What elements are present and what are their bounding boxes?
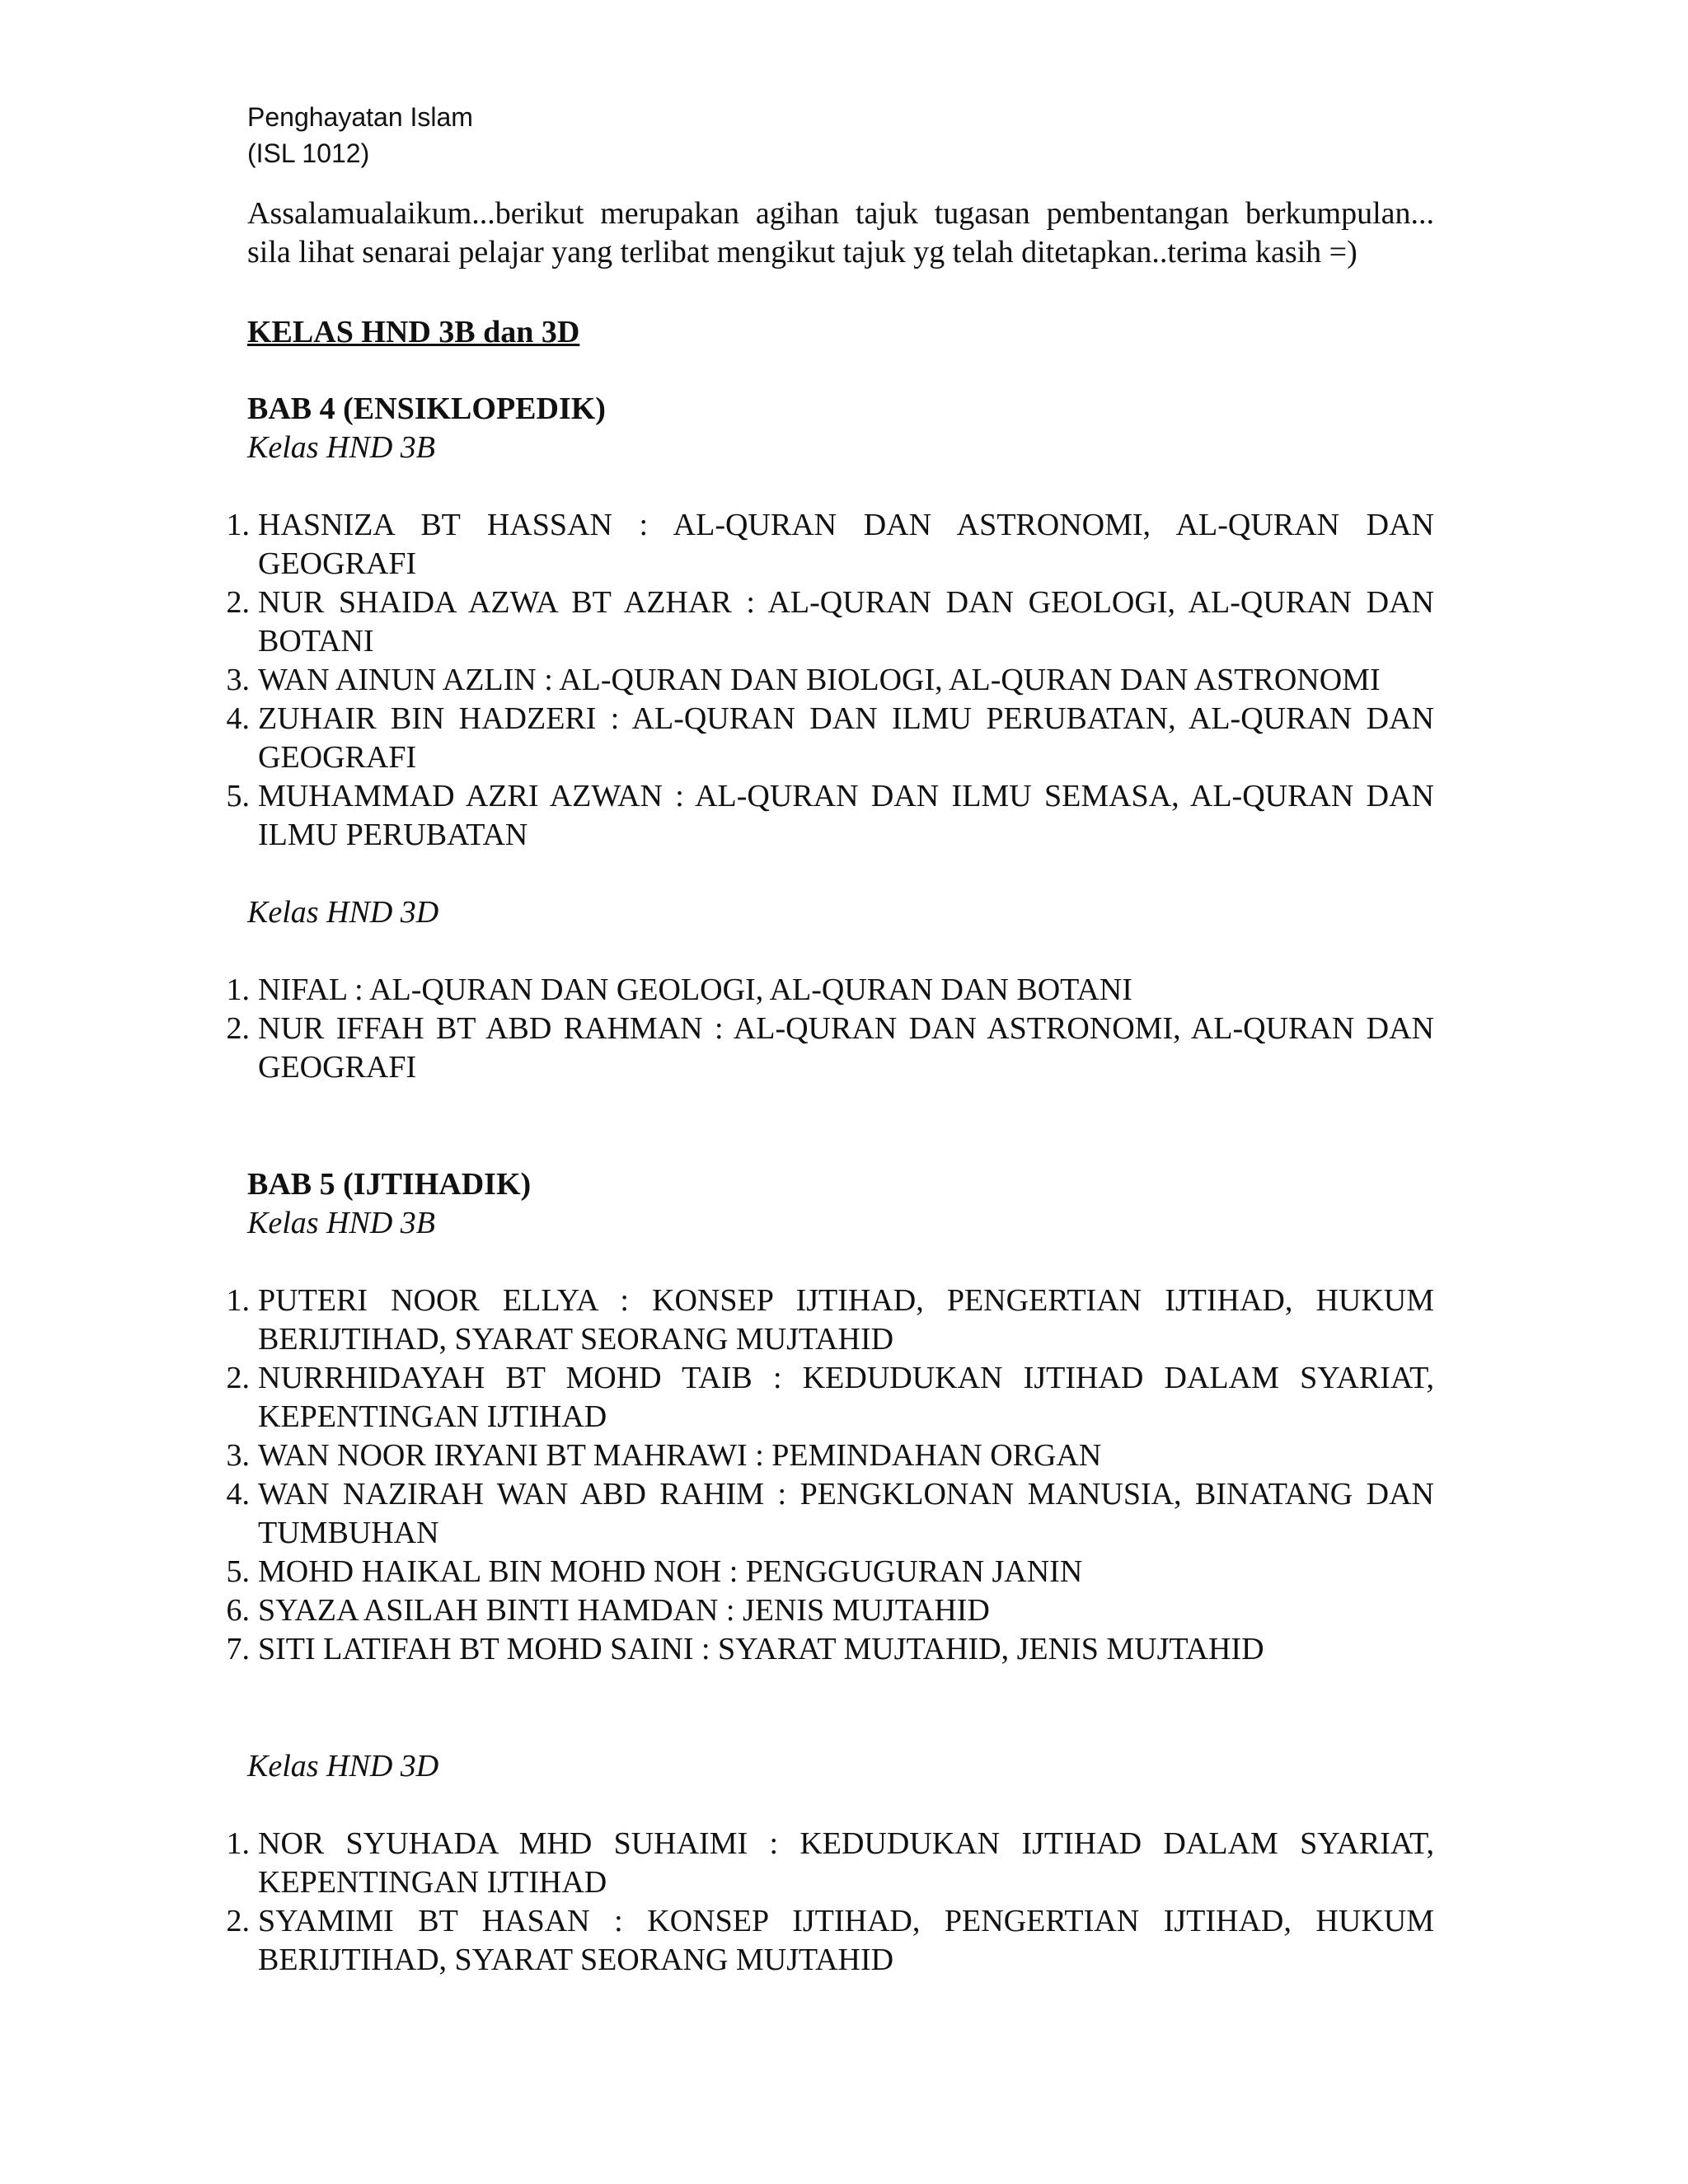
item-text: NOR SYUHADA MHD SUHAIMI : KEDUDUKAN IJTIHAD DALAM SYARIAT, KEPENTINGAN IJTIHAD: [258, 1826, 1434, 1900]
item-text: WAN NOOR IRYANI BT MAHRAWI : PEMINDAHAN ORGAN: [258, 1438, 1102, 1473]
item-text: SYAMIMI BT HASAN : KONSEP IJTIHAD, PENGERTIAN IJTIHAD, HUKUM BERIJTIHAD, SYARAT SEORANG MUJTAHID: [258, 1904, 1434, 1977]
item-text: ZUHAIR BIN HADZERI : AL-QURAN DAN ILMU PERUBATAN, AL-QURAN DAN GEOGRAFI: [258, 701, 1434, 775]
item-number: 6.: [226, 1593, 250, 1628]
item-number: 3.: [226, 663, 250, 697]
chapter-title: BAB 4 (ENSIKLOPEDIK): [247, 391, 606, 426]
item-number: 1.: [226, 1826, 250, 1861]
list-item: [226, 1591, 1434, 1630]
course-name: Penghayatan Islam: [247, 102, 473, 132]
item-text: SITI LATIFAH BT MOHD SAINI : SYARAT MUJTAHID, JENIS MUJTAHID: [258, 1632, 1264, 1666]
list-item: [226, 971, 1434, 1010]
course-code: (ISL 1012): [247, 138, 370, 168]
item-number: 2.: [226, 1011, 250, 1046]
list-item: [226, 1436, 1434, 1475]
item-text: NUR SHAIDA AZWA BT AZHAR : AL-QURAN DAN GEOLOGI, AL-QURAN DAN BOTANI: [258, 585, 1434, 658]
document-page: [226, 99, 1434, 1980]
class-heading: KELAS HND 3B dan 3D: [247, 315, 580, 349]
item-number: 4.: [226, 1477, 250, 1511]
list-item: [226, 1630, 1434, 1669]
student-list-bab4-3b: [226, 506, 1434, 855]
item-number: 2.: [226, 585, 250, 620]
item-text: PUTERI NOOR ELLYA : KONSEP IJTIHAD, PENGERTIAN IJTIHAD, HUKUM BERIJTIHAD, SYARAT SEORANG MUJTAHID: [258, 1283, 1434, 1357]
student-list-bab5-3b: [226, 1282, 1434, 1669]
item-text: MOHD HAIKAL BIN MOHD NOH : PENGGUGURAN JANIN: [258, 1554, 1083, 1589]
chapter-title: BAB 5 (IJTIHADIK): [247, 1167, 532, 1202]
item-text: NIFAL : AL-QURAN DAN GEOLOGI, AL-QURAN DAN BOTANI: [258, 972, 1132, 1007]
list-item: [226, 506, 1434, 583]
item-number: 1.: [226, 1283, 250, 1318]
list-item: [226, 1825, 1434, 1902]
list-item: [226, 583, 1434, 661]
list-item: [226, 1475, 1434, 1553]
student-list-bab5-3d: [226, 1825, 1434, 1980]
item-number: 4.: [226, 701, 250, 736]
class-label-3b: Kelas HND 3B: [247, 1206, 435, 1240]
item-text: NURRHIDAYAH BT MOHD TAIB : KEDUDUKAN IJTIHAD DALAM SYARIAT, KEPENTINGAN IJTIHAD: [258, 1361, 1434, 1434]
class-label-3d: Kelas HND 3D: [247, 895, 439, 930]
item-text: SYAZA ASILAH BINTI HAMDAN : JENIS MUJTAHID: [258, 1593, 990, 1628]
list-item: [226, 1010, 1434, 1087]
chapter-bab-5: [226, 1165, 1434, 1980]
item-text: MUHAMMAD AZRI AZWAN : AL-QURAN DAN ILMU SEMASA, AL-QURAN DAN ILMU PERUBATAN: [258, 779, 1434, 852]
item-number: 2.: [226, 1904, 250, 1938]
item-text: WAN NAZIRAH WAN ABD RAHIM : PENGKLONAN MANUSIA, BINATANG DAN TUMBUHAN: [258, 1477, 1434, 1550]
list-item: [226, 1553, 1434, 1591]
list-item: [226, 700, 1434, 777]
item-number: 7.: [226, 1632, 250, 1666]
item-text: NUR IFFAH BT ABD RAHMAN : AL-QURAN DAN ASTRONOMI, AL-QURAN DAN GEOGRAFI: [258, 1011, 1434, 1085]
item-number: 3.: [226, 1438, 250, 1473]
item-number: 1.: [226, 508, 250, 542]
item-number: 2.: [226, 1361, 250, 1395]
class-label-3b: Kelas HND 3B: [247, 430, 435, 465]
item-number: 5.: [226, 779, 250, 813]
list-item: [226, 777, 1434, 855]
list-item: [226, 1902, 1434, 1980]
item-number: 5.: [226, 1554, 250, 1589]
intro-paragraph: Assalamualaikum...berikut merupakan agihan tajuk tugasan pembentangan berkumpulan... sila lihat senarai pelajar yang terlibat mengikut tajuk yg telah ditetapkan..terima kasih =): [247, 196, 1434, 269]
student-list-bab4-3d: [226, 971, 1434, 1087]
list-item: [226, 1282, 1434, 1359]
item-text: HASNIZA BT HASSAN : AL-QURAN DAN ASTRONOMI, AL-QURAN DAN GEOGRAFI: [258, 508, 1434, 581]
class-label-3d: Kelas HND 3D: [247, 1749, 439, 1783]
item-text: WAN AINUN AZLIN : AL-QURAN DAN BIOLOGI, AL-QURAN DAN ASTRONOMI: [258, 663, 1381, 697]
list-item: [226, 661, 1434, 700]
list-item: [226, 1359, 1434, 1436]
item-number: 1.: [226, 972, 250, 1007]
chapter-bab-4: [226, 390, 1434, 1087]
